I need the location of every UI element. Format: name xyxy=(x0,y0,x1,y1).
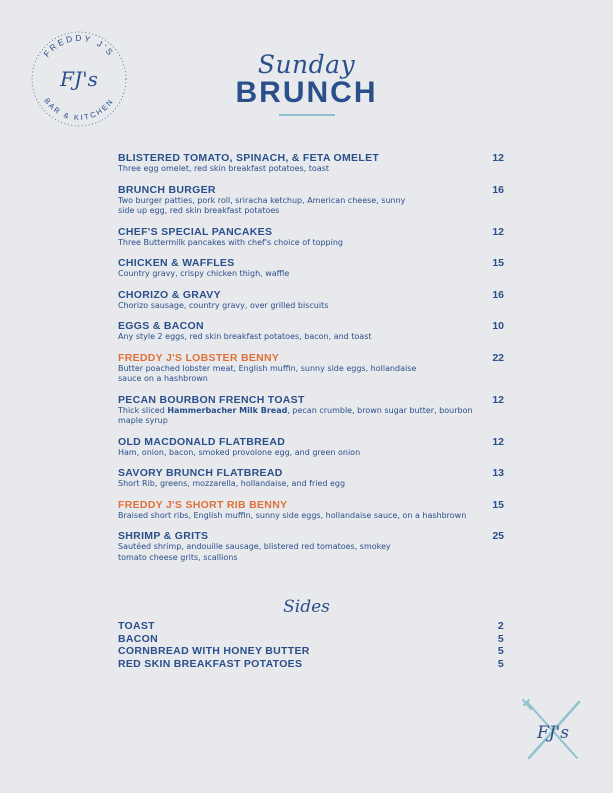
menu-item xyxy=(118,289,504,312)
side-item-price: 2 xyxy=(497,620,504,632)
menu-item-name: BRUNCH BURGER xyxy=(118,183,216,196)
menu-item-price: 15 xyxy=(492,257,504,269)
side-item-name: TOAST xyxy=(118,620,155,632)
menu-item-description xyxy=(118,406,498,427)
logo-ring-top-text: FREDDY J'S xyxy=(41,32,117,59)
menu-item-name: CHICKEN & WAFFLES xyxy=(118,257,235,269)
brunch-menu-list xyxy=(118,152,504,572)
menu-item-description-text: , pecan crumble, brown sugar butter, bourbon maple syrup xyxy=(118,405,473,425)
menu-item-description: Ham, onion, bacon, smoked provolone egg, and green onion xyxy=(118,447,361,457)
side-item xyxy=(118,620,504,633)
menu-item-name: SHRIMP & GRITS xyxy=(118,530,209,542)
sides-title: Sides xyxy=(283,597,330,617)
side-item xyxy=(118,633,504,646)
menu-item-price: 16 xyxy=(492,288,504,301)
menu-item-name: PECAN BOURBON FRENCH TOAST xyxy=(118,393,305,406)
menu-item-name: FREDDY J'S SHORT RIB BENNY xyxy=(118,498,288,511)
menu-item-price: 22 xyxy=(492,351,504,364)
logo-ring-bottom-text: BAR & KITCHEN xyxy=(42,96,116,123)
menu-item xyxy=(118,152,504,175)
fj-cutlery-logo xyxy=(519,696,587,764)
menu-item xyxy=(118,436,504,459)
menu-item-name: SAVORY BRUNCH FLATBREAD xyxy=(118,467,283,479)
menu-item-description: Any style 2 eggs, red skin breakfast potatoes, bacon, and toast xyxy=(118,332,372,341)
menu-item xyxy=(118,226,504,249)
side-item-price: 5 xyxy=(497,658,504,671)
menu-main-title: BRUNCH xyxy=(235,76,378,109)
menu-item-description: Three Buttermilk pancakes with chef's choice of topping xyxy=(118,237,343,247)
side-item xyxy=(118,645,504,658)
side-item-price: 5 xyxy=(497,632,504,645)
menu-script-title: Sunday xyxy=(257,50,356,79)
menu-item-description: Sautéed shrimp, andouille sausage, blistered red tomatoes, smokey tomato cheese grits, scallions xyxy=(118,542,391,562)
menu-item-price: 10 xyxy=(492,320,504,332)
menu-item-price: 25 xyxy=(492,530,504,542)
side-item-name: RED SKIN BREAKFAST POTATOES xyxy=(118,658,303,671)
menu-item-price: 12 xyxy=(492,225,504,238)
menu-item-name: BLISTERED TOMATO, SPINACH, & FETA OMELET xyxy=(118,152,380,164)
menu-item-price: 16 xyxy=(492,183,504,196)
side-item-name: CORNBREAD WITH HONEY BUTTER xyxy=(118,645,310,658)
menu-item-name: OLD MACDONALD FLATBREAD xyxy=(118,435,286,448)
menu-item-price: 12 xyxy=(492,152,504,164)
menu-item-description: Three egg omelet, red skin breakfast potatoes, toast xyxy=(118,164,330,173)
menu-item-description: Butter poached lobster meat, English muffin, sunny side eggs, hollandaise sauce on a hashbrown xyxy=(118,363,417,383)
menu-item xyxy=(118,320,504,343)
menu-item-name: CHORIZO & GRAVY xyxy=(118,288,221,301)
menu-header xyxy=(0,50,613,116)
menu-item xyxy=(118,394,504,427)
menu-item-name: FREDDY J'S LOBSTER BENNY xyxy=(118,351,280,364)
menu-item-description: Short Rib, greens, mozzarella, hollandaise, and fried egg xyxy=(118,479,346,488)
menu-item-name: EGGS & BACON xyxy=(118,320,204,332)
logo-monogram: FJ's xyxy=(60,67,98,91)
menu-item-price: 13 xyxy=(492,467,504,479)
menu-item-description: Country gravy, crispy chicken thigh, waffle xyxy=(118,269,290,278)
menu-item xyxy=(118,257,504,280)
menu-item-featured xyxy=(118,499,504,522)
menu-item-featured xyxy=(118,352,504,385)
logo-monogram-small: FJ's xyxy=(536,723,570,743)
title-divider xyxy=(279,114,335,116)
menu-item-name: CHEF'S SPECIAL PANCAKES xyxy=(118,225,273,238)
side-item-name: BACON xyxy=(118,632,158,645)
menu-item-description-bread: Hammerbacher Milk Bread xyxy=(167,405,288,415)
menu-item-description: Braised short ribs, English muffin, sunny side eggs, hollandaise sauce, on a hashbrown xyxy=(118,510,467,520)
menu-item-price: 12 xyxy=(492,435,504,448)
menu-item xyxy=(118,184,504,217)
menu-item-price: 12 xyxy=(492,393,504,406)
menu-item-description: Two burger patties, pork roll, sriracha ketchup, American cheese, sunny side up egg, red skin breakfast potatoes xyxy=(118,195,406,215)
menu-item xyxy=(118,467,504,490)
menu-item-description: Chorizo sausage, country gravy, over grilled biscuits xyxy=(118,300,329,310)
sides-list xyxy=(118,620,504,671)
menu-item-description-text: Thick sliced xyxy=(118,405,168,415)
side-item-price: 5 xyxy=(497,645,504,658)
side-item xyxy=(118,658,504,671)
menu-item xyxy=(118,530,504,563)
menu-item-price: 15 xyxy=(492,498,504,511)
